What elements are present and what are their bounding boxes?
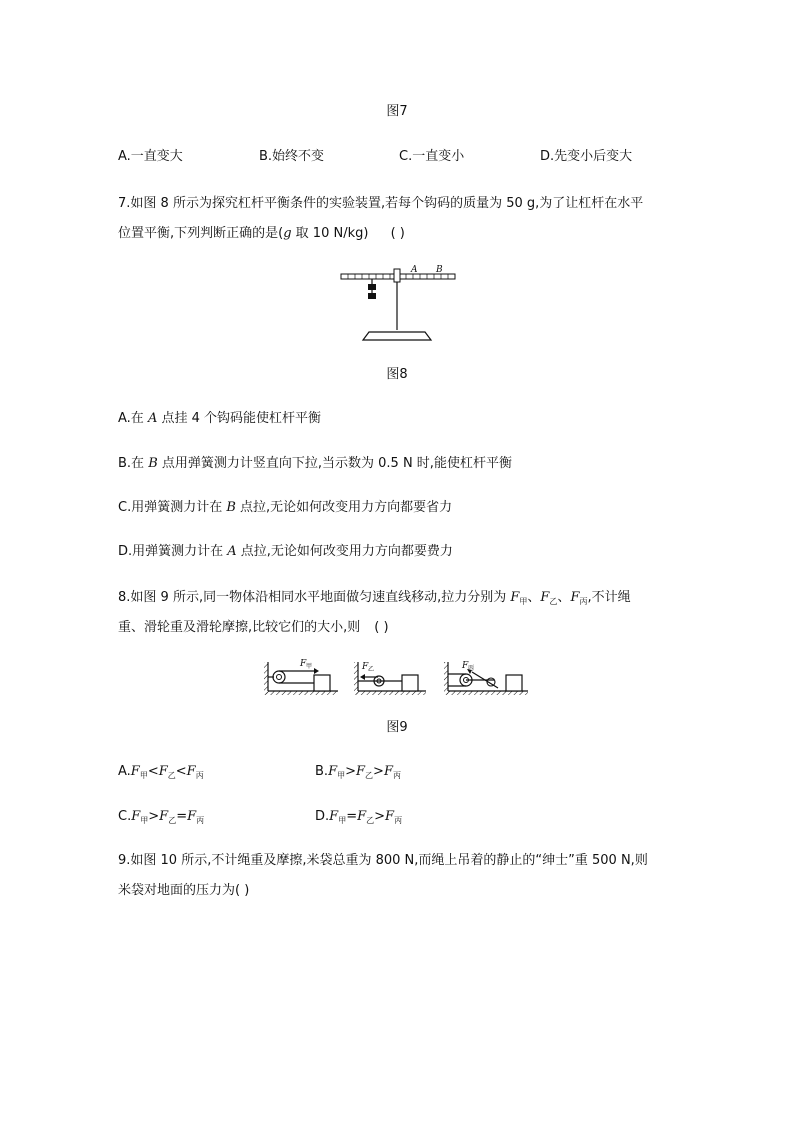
figure-7-caption: 图7 bbox=[386, 104, 408, 119]
q9-stem-line1: 9.如图 10 所示,不计绳重及摩擦,米袋总重为 800 N,而绳上吊着的静止的“绅士”重 500 N,则 bbox=[118, 853, 648, 868]
q8-stem-line1: 8.如图 9 所示,同一物体沿相同水平地面做匀速直线移动,拉力分别为 $F_甲$、$F_乙$、$F_丙$,不计绳 bbox=[118, 590, 631, 606]
q6-option-b[interactable]: B.始终不变 bbox=[259, 149, 325, 164]
q7-option-b[interactable]: B.在 B 点用弹簧测力计竖直向下拉,当示数为 0.5 N 时,能使杠杆平衡 bbox=[118, 456, 512, 471]
pulley-setup-yi bbox=[354, 662, 426, 695]
svg-text:甲: 甲 bbox=[306, 663, 313, 670]
q8-stem-line2: 重、滑轮重及滑轮摩擦,比较它们的大小,则 ( ) bbox=[118, 620, 389, 635]
svg-text:丙: 丙 bbox=[468, 665, 475, 672]
q6-option-a[interactable]: A.一直变大 bbox=[118, 149, 183, 164]
q7-option-c[interactable]: C.用弹簧测力计在 B 点拉,无论如何改变用力方向都要省力 bbox=[118, 500, 453, 515]
pulley-setup-bing bbox=[444, 661, 528, 695]
figure-9-pulley-diagram bbox=[262, 658, 532, 698]
figure-8-caption: 图8 bbox=[386, 367, 408, 382]
q9-stem-line2: 米袋对地面的压力为( ) bbox=[118, 883, 250, 898]
fig8-label-a: A bbox=[411, 265, 418, 275]
q8-option-b[interactable]: $B.F_甲>F_乙>F_丙$ bbox=[315, 764, 401, 780]
figure-8-lever-diagram bbox=[335, 262, 465, 344]
svg-text:F: F bbox=[362, 662, 369, 672]
q8-option-a[interactable]: $A.F_甲<F_乙<F_丙$ bbox=[118, 764, 204, 780]
q7-option-d[interactable]: D.用弹簧测力计在 A 点拉,无论如何改变用力方向都要费力 bbox=[118, 544, 453, 559]
q6-option-d[interactable]: D.先变小后变大 bbox=[540, 149, 633, 164]
svg-text:乙: 乙 bbox=[368, 666, 375, 673]
q7-stem-line2: 位置平衡,下列判断正确的是(g 取 10 N/kg) ( ) bbox=[118, 226, 405, 241]
q8-answer-paren: ( ) bbox=[374, 620, 389, 635]
q8-option-c[interactable]: $C.F_甲>F_乙=F_丙$ bbox=[118, 809, 205, 825]
figure-9-caption: 图9 bbox=[386, 720, 408, 735]
q6-option-c[interactable]: C.一直变小 bbox=[399, 149, 465, 164]
pulley-setup-jia bbox=[264, 659, 338, 695]
q8-option-d[interactable]: $D.F_甲=F_乙>F_丙$ bbox=[315, 809, 403, 825]
svg-text:F: F bbox=[300, 659, 307, 669]
q7-answer-paren: ( ) bbox=[390, 226, 405, 241]
svg-text:F: F bbox=[462, 661, 469, 671]
q7-option-a[interactable]: A.在 A 点挂 4 个钩码能使杠杆平衡 bbox=[118, 411, 321, 426]
q7-stem-line1: 7.如图 8 所示为探究杠杆平衡条件的实验装置,若每个钩码的质量为 50 g,为了让杠杆在水平 bbox=[118, 196, 644, 211]
fig8-label-b: B bbox=[436, 265, 443, 275]
